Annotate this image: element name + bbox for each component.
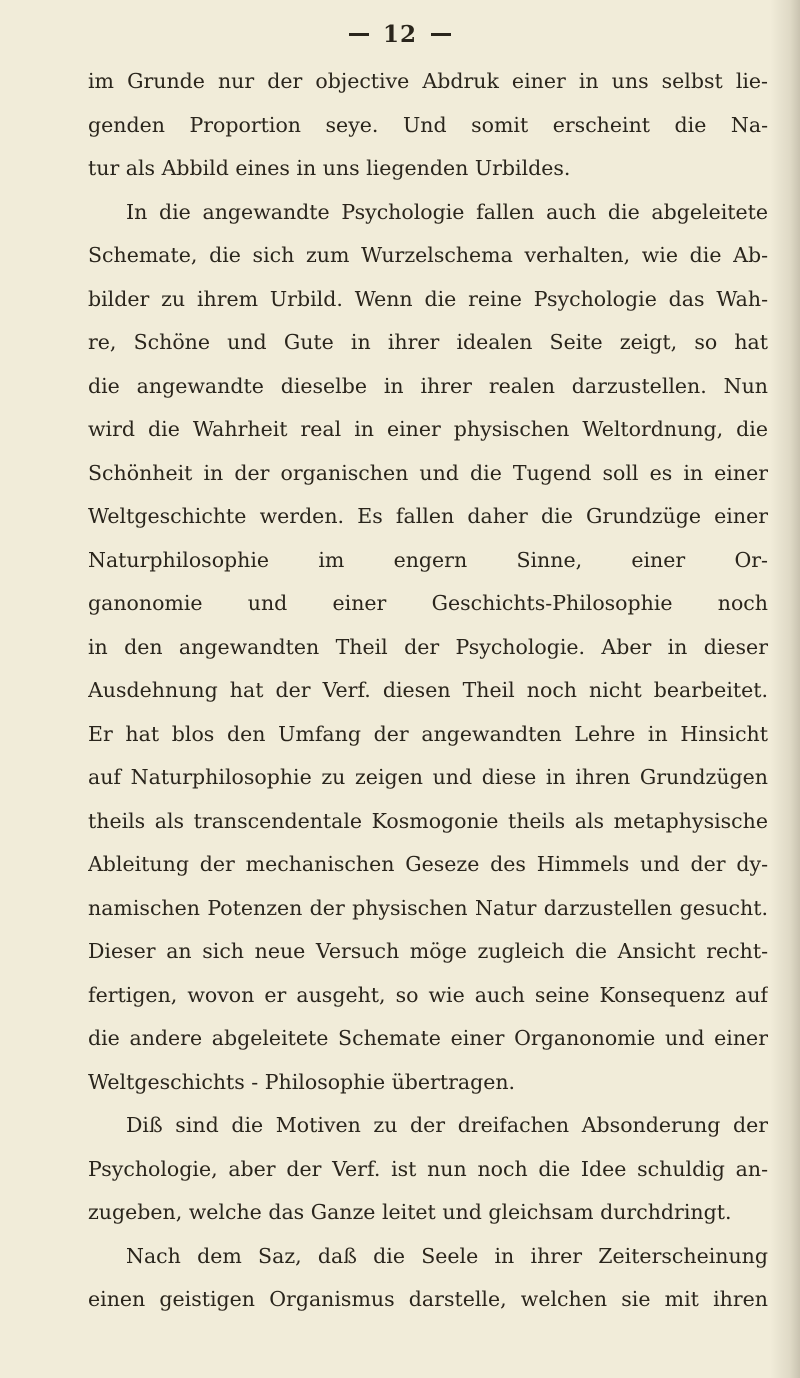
text-line: namischen Potenzen der physischen Natur darzustellen gesucht. xyxy=(88,895,768,920)
page-number: 12 xyxy=(382,20,417,48)
text-line: zugeben, welche das Ganze leitet und gleichsam durchdringt. xyxy=(88,1200,732,1224)
text-line: ganonomie und einer Geschichts-Philosophie noch xyxy=(88,591,768,615)
text-line: fertigen, wovon er ausgeht, so wie auch seine Konsequenz auf xyxy=(88,982,768,1007)
text-line: Nach dem Saz, daß die Seele in ihrer Zeiterscheinung xyxy=(126,1243,768,1268)
text-line: bilder zu ihrem Urbild. Wenn die reine Psychologie das Wah- xyxy=(88,286,768,311)
text-line: im Grunde nur der objective Abdruk einer in uns selbst lie- xyxy=(88,69,768,93)
text-line: Er hat blos den Umfang der angewandten Lehre in Hinsicht xyxy=(88,721,768,746)
text-line: Ableitung der mechanischen Geseze des Himmels und der dy- xyxy=(88,852,768,876)
text-line: tur als Abbild eines in uns liegenden Urbildes. xyxy=(88,156,571,180)
text-line: Weltgeschichte werden. Es fallen daher die Grundzüge einer xyxy=(88,504,768,528)
text-line: Psychologie, aber der Verf. ist nun noch die Idee schuldig an- xyxy=(88,1156,768,1181)
text-line: Naturphilosophie im engern Sinne, einer Or- xyxy=(88,547,768,572)
text-line: die angewandte dieselbe in ihrer realen darzustellen. Nun xyxy=(88,373,768,398)
text-line: Weltgeschichts - Philosophie übertragen. xyxy=(88,1069,516,1094)
text-line: Dieser an sich neue Versuch möge zugleich die Ansicht recht- xyxy=(88,939,768,963)
text-line: einen geistigen Organismus darstelle, welchen sie mit ihren xyxy=(88,1287,768,1311)
text-line: Ausdehnung hat der Verf. diesen Theil noch nicht bearbeitet. xyxy=(88,678,768,702)
text-line: Diß sind die Motiven zu der dreifachen Absonderung der xyxy=(126,1113,768,1137)
text-line: In die angewandte Psychologie fallen auch die abgeleitete xyxy=(126,199,768,224)
header-dash-left xyxy=(349,33,369,36)
text-line: theils als transcendentale Kosmogonie theils als metaphysische xyxy=(88,808,768,833)
page-header xyxy=(0,14,800,54)
header-dash-right xyxy=(431,33,451,36)
text-line: die andere abgeleitete Schemate einer Organonomie und einer xyxy=(88,1026,768,1050)
text-line: Schönheit in der organischen und die Tugend soll es in einer xyxy=(88,460,768,485)
body-text xyxy=(88,60,768,1311)
text-line: wird die Wahrheit real in einer physischen Weltordnung, die xyxy=(88,417,768,441)
text-line: genden Proportion seye. Und somit erscheint die Na- xyxy=(88,112,768,137)
text-line: in den angewandten Theil der Psychologie. Aber in dieser xyxy=(88,634,768,659)
text-line: auf Naturphilosophie zu zeigen und diese in ihren Grundzügen xyxy=(88,765,768,789)
text-line: re, Schöne und Gute in ihrer idealen Seite zeigt, so hat xyxy=(88,330,768,354)
text-line: Schemate, die sich zum Wurzelschema verhalten, wie die Ab- xyxy=(88,243,768,267)
